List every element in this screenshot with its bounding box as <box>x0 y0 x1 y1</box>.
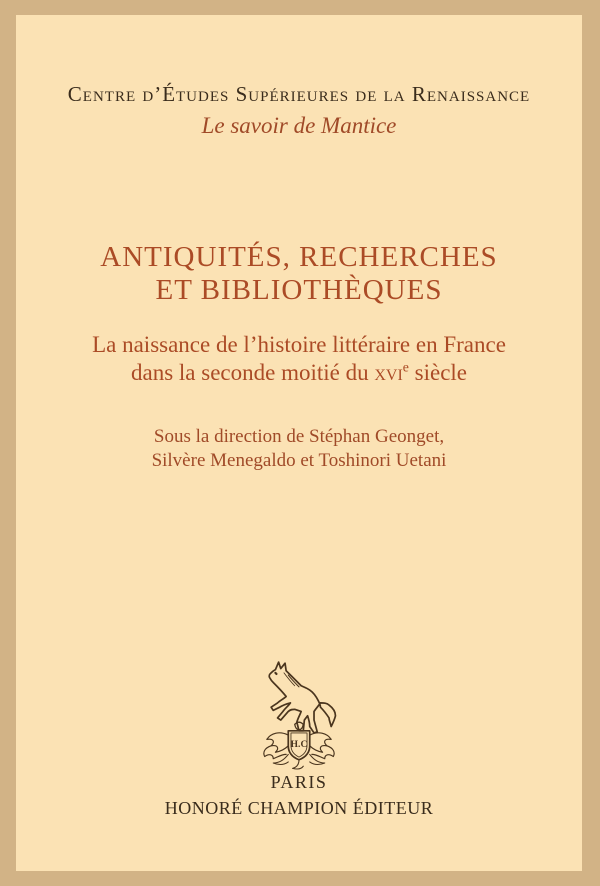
book-title-line1: ANTIQUITÉS, RECHERCHES <box>100 241 498 273</box>
roman-numeral: xvi <box>374 360 403 385</box>
collection-title: Le savoir de Mantice <box>201 113 397 138</box>
institution-name: Centre d’Études Supérieures de la Renaissance <box>67 82 531 106</box>
book-title-line2: ET BIBLIOTHÈQUES <box>155 274 443 306</box>
publisher-logo <box>244 660 354 778</box>
editors-line1: Sous la direction de Stéphan Geonget, <box>153 426 445 447</box>
editors <box>16 425 582 473</box>
cover-page <box>16 15 582 871</box>
publisher-city: PARIS <box>270 772 328 792</box>
editors-line2: Silvère Menegaldo et Toshinori Uetani <box>151 450 447 471</box>
subtitle-line1: La naissance de l’histoire littéraire en France <box>92 332 506 357</box>
ordinal-superscript: e <box>402 359 409 375</box>
logo-monogram: H.C <box>290 738 308 750</box>
book-subtitle <box>16 331 582 387</box>
subtitle-line2: dans la seconde moitié du xvi$^e$ siècle <box>130 359 468 385</box>
publisher-name: HONORÉ CHAMPION ÉDITEUR <box>164 798 434 818</box>
rearing-horse-crest-icon <box>244 660 354 778</box>
book-title <box>16 241 582 307</box>
